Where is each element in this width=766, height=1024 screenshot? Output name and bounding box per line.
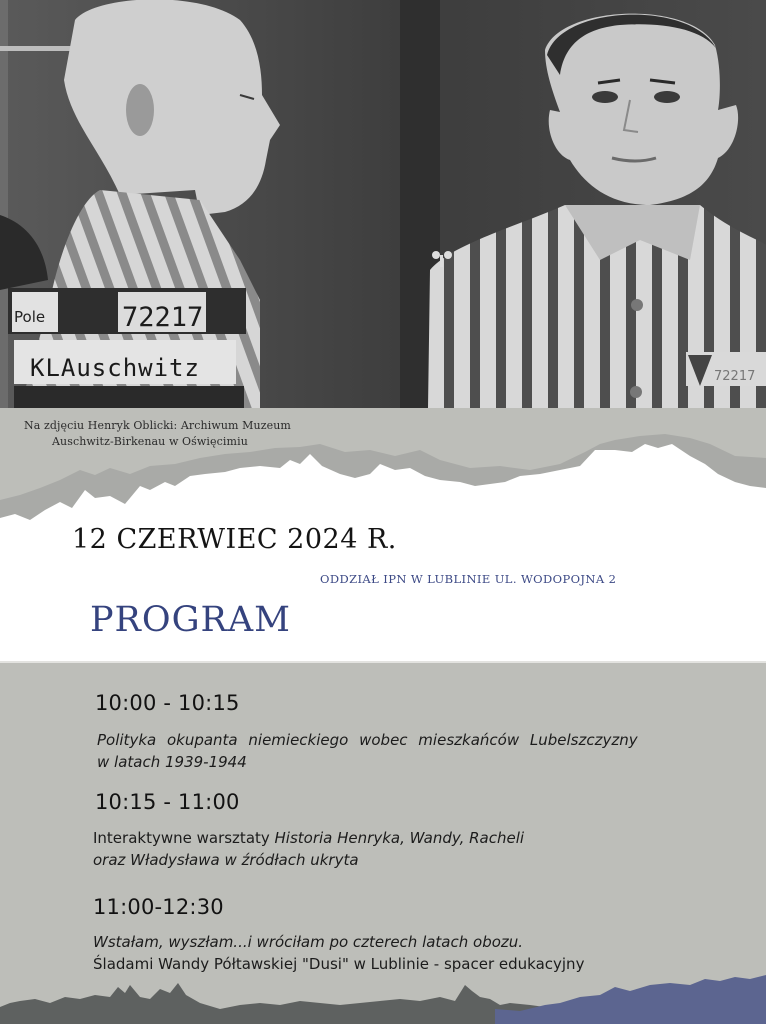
caption-line-2: Auschwitz-Birkenau w Oświęcimiu xyxy=(52,435,248,448)
program-schedule xyxy=(0,663,766,1024)
footer-grass-decoration xyxy=(0,975,766,1024)
event-date: 12 CZERWIEC 2024 R. xyxy=(72,524,397,555)
schedule-time-2: 10:15 - 11:00 xyxy=(95,790,240,814)
schedule-desc-2-line-2: oraz Władysława w źródłach ukryta xyxy=(93,851,359,869)
schedule-desc-2-italic: Historia Henryka, Wandy, Racheli xyxy=(274,829,525,847)
schedule-time-1: 10:00 - 10:15 xyxy=(95,691,240,715)
chest-badge-number: 72217 xyxy=(714,369,756,384)
caption-line-1: Na zdjęciu Henryk Oblicki: Archiwum Muzeum xyxy=(24,419,291,432)
schedule-desc-2-line-1 xyxy=(93,827,524,849)
schedule-time-3: 11:00-12:30 xyxy=(93,895,224,919)
schedule-desc-1-line-1: Polityka okupanta niemieckiego wobec mieszkańców Lubelszczyzny xyxy=(97,731,638,749)
prisoner-photo-illustration xyxy=(0,0,766,408)
svg-text:Pole: Pole xyxy=(14,308,46,326)
placard-camp: KLAuschwitz xyxy=(30,354,200,382)
event-venue: ODDZIAŁ IPN W LUBLINIE UL. WODOPOJNA 2 xyxy=(320,572,617,586)
schedule-desc-2-plain: Interaktywne warsztaty xyxy=(93,829,275,847)
program-title: PROGRAM xyxy=(90,600,292,640)
mountain-ridge-decoration xyxy=(0,430,766,526)
schedule-desc-1-line-2: w latach 1939-1944 xyxy=(97,753,247,771)
schedule-desc-3-line-2: Śladami Wandy Półtawskiej "Dusi" w Lublinie - spacer edukacyjny xyxy=(93,955,585,973)
archival-photo xyxy=(0,0,766,408)
placard-number: 72217 xyxy=(122,302,204,333)
schedule-desc-3-line-1: Wstałam, wyszłam...i wróciłam po czterech latach obozu. xyxy=(93,933,524,951)
